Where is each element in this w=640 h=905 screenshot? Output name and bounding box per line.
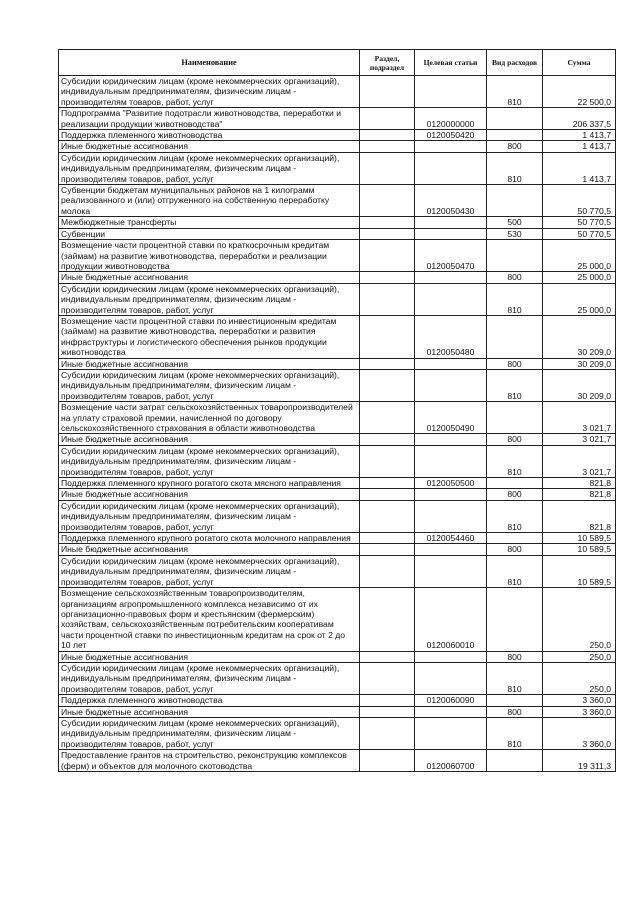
- row-name: Поддержка племенного крупного рогатого скота мясного направления: [59, 478, 360, 489]
- row-sum: 250,0: [543, 662, 616, 694]
- table-row: [59, 489, 616, 500]
- row-section: [360, 152, 415, 184]
- row-name: Иные бюджетные ассигнования: [59, 651, 360, 662]
- budget-table: [58, 49, 616, 772]
- row-section: [360, 141, 415, 152]
- row-target: 0120060090: [415, 695, 487, 706]
- row-name: Субсидии юридическим лицам (кроме некоммерческих организаций), индивидуальным предпринимателям, физическим лицам - производителям товаров, работ, услуг: [59, 717, 360, 749]
- table-row: [59, 369, 616, 401]
- row-name: Поддержка племенного крупного рогатого скота молочного направления: [59, 533, 360, 544]
- row-name: Иные бюджетные ассигнования: [59, 489, 360, 500]
- row-sum: 250,0: [543, 588, 616, 651]
- row-section: [360, 434, 415, 445]
- row-name: Субвенции бюджетам муниципальных районов на 1 килограмм реализованного и (или) отгруженного на собственную переработку молока: [59, 185, 360, 217]
- row-target: [415, 555, 487, 587]
- row-sum: 3 021,7: [543, 402, 616, 434]
- row-kind: 810: [487, 283, 543, 315]
- row-target: [415, 358, 487, 369]
- row-sum: 25 000,0: [543, 272, 616, 283]
- row-target: [415, 500, 487, 532]
- row-kind: [487, 108, 543, 130]
- row-target: [415, 283, 487, 315]
- row-name: Иные бюджетные ассигнования: [59, 544, 360, 555]
- row-target: [415, 489, 487, 500]
- row-name: Субсидии юридическим лицам (кроме некоммерческих организаций), индивидуальным предпринимателям, физическим лицам - производителям товаров, работ, услуг: [59, 369, 360, 401]
- table-row: [59, 651, 616, 662]
- row-kind: [487, 130, 543, 141]
- table-header-row: [59, 50, 616, 76]
- table-row: [59, 402, 616, 434]
- row-sum: 22 500,0: [543, 76, 616, 108]
- table-row: [59, 283, 616, 315]
- row-target: 0120050500: [415, 478, 487, 489]
- row-section: [360, 662, 415, 694]
- header-target: Целевая статьи: [415, 50, 487, 76]
- row-section: [360, 706, 415, 717]
- row-sum: 1 413,7: [543, 130, 616, 141]
- row-section: [360, 358, 415, 369]
- row-sum: 50 770,5: [543, 217, 616, 228]
- row-kind: 800: [487, 544, 543, 555]
- row-kind: 810: [487, 76, 543, 108]
- table-row: [59, 228, 616, 239]
- row-target: [415, 445, 487, 477]
- row-target: [415, 217, 487, 228]
- row-name: Возмещение части процентной ставки по краткосрочным кредитам (займам) на развитие животноводства, переработки и реализации продукции животноводства: [59, 240, 360, 272]
- row-name: Иные бюджетные ассигнования: [59, 141, 360, 152]
- row-sum: 30 209,0: [543, 315, 616, 358]
- row-target: 0120060700: [415, 750, 487, 772]
- row-sum: 10 589,5: [543, 544, 616, 555]
- row-name: Возмещение сельскохозяйственным товаропроизводителям, организациям агропромышленного комплекса независимо от их организационно-правовых форм и крестьянским (фермерским) хозяйствам, сельскохозяйственным потребительским кооперативам части процентной ставки по инвестиционным кредитам на срок от 2 до 10 лет: [59, 588, 360, 651]
- row-section: [360, 533, 415, 544]
- table-row: [59, 185, 616, 217]
- row-kind: 530: [487, 228, 543, 239]
- row-section: [360, 445, 415, 477]
- row-section: [360, 76, 415, 108]
- row-section: [360, 651, 415, 662]
- row-kind: 810: [487, 555, 543, 587]
- row-name: Иные бюджетные ассигнования: [59, 358, 360, 369]
- row-target: 0120050480: [415, 315, 487, 358]
- row-section: [360, 588, 415, 651]
- row-sum: 206 337,5: [543, 108, 616, 130]
- row-section: [360, 717, 415, 749]
- row-name: Субсидии юридическим лицам (кроме некоммерческих организаций), индивидуальным предпринимателям, физическим лицам - производителям товаров, работ, услуг: [59, 500, 360, 532]
- table-row: [59, 272, 616, 283]
- row-name: Предоставление грантов на строительство, реконструкцию комплексов (ферм) и объектов для молочного скотоводства: [59, 750, 360, 772]
- row-section: [360, 544, 415, 555]
- row-name: Субвенции: [59, 228, 360, 239]
- row-name: Подпрограмма "Развитие подотрасли животноводства, переработки и реализации продукции животноводства": [59, 108, 360, 130]
- row-name: Межбюджетные трансферты: [59, 217, 360, 228]
- row-target: [415, 717, 487, 749]
- row-sum: 821,8: [543, 489, 616, 500]
- row-name: Субсидии юридическим лицам (кроме некоммерческих организаций), индивидуальным предпринимателям, физическим лицам - производителям товаров, работ, услуг: [59, 152, 360, 184]
- row-kind: 810: [487, 717, 543, 749]
- row-sum: 821,8: [543, 500, 616, 532]
- table-row: [59, 478, 616, 489]
- table-row: [59, 240, 616, 272]
- row-kind: 810: [487, 500, 543, 532]
- row-section: [360, 750, 415, 772]
- row-kind: 800: [487, 434, 543, 445]
- row-target: [415, 651, 487, 662]
- row-target: [415, 544, 487, 555]
- row-sum: 3 021,7: [543, 434, 616, 445]
- row-section: [360, 369, 415, 401]
- table-row: [59, 108, 616, 130]
- row-target: [415, 76, 487, 108]
- row-kind: [487, 533, 543, 544]
- row-section: [360, 555, 415, 587]
- table-row: [59, 152, 616, 184]
- row-target: 0120050470: [415, 240, 487, 272]
- row-name: Возмещение части процентной ставки по инвестиционным кредитам (займам) на развитие животноводства, переработки и развития инфраструктуры и логистического обеспечения рынков продукции животноводства: [59, 315, 360, 358]
- table-row: [59, 141, 616, 152]
- table-row: [59, 662, 616, 694]
- row-kind: 800: [487, 706, 543, 717]
- row-sum: 30 209,0: [543, 369, 616, 401]
- row-section: [360, 185, 415, 217]
- row-section: [360, 315, 415, 358]
- row-kind: 500: [487, 217, 543, 228]
- row-name: Иные бюджетные ассигнования: [59, 272, 360, 283]
- row-target: 0120050490: [415, 402, 487, 434]
- row-kind: [487, 402, 543, 434]
- row-kind: 810: [487, 152, 543, 184]
- row-name: Субсидии юридическим лицам (кроме некоммерческих организаций), индивидуальным предпринимателям, физическим лицам - производителям товаров, работ, услуг: [59, 76, 360, 108]
- row-section: [360, 272, 415, 283]
- row-kind: 810: [487, 445, 543, 477]
- row-target: [415, 152, 487, 184]
- table-row: [59, 217, 616, 228]
- row-target: [415, 272, 487, 283]
- row-section: [360, 402, 415, 434]
- row-target: [415, 369, 487, 401]
- table-row: [59, 706, 616, 717]
- row-name: Возмещение части затрат сельскохозяйственных товаропроизводителей на уплату страховой премии, начисленной по договору сельскохозяйственного страхования в области животноводства: [59, 402, 360, 434]
- row-target: 0120000000: [415, 108, 487, 130]
- row-kind: [487, 478, 543, 489]
- row-kind: 810: [487, 369, 543, 401]
- row-sum: 25 000,0: [543, 240, 616, 272]
- row-kind: [487, 240, 543, 272]
- row-sum: 25 000,0: [543, 283, 616, 315]
- row-section: [360, 489, 415, 500]
- row-sum: 19 311,3: [543, 750, 616, 772]
- row-sum: 821,8: [543, 478, 616, 489]
- row-sum: 3 360,0: [543, 695, 616, 706]
- table-row: [59, 750, 616, 772]
- row-sum: 30 209,0: [543, 358, 616, 369]
- row-target: [415, 141, 487, 152]
- row-section: [360, 500, 415, 532]
- table-row: [59, 533, 616, 544]
- table-row: [59, 695, 616, 706]
- table-row: [59, 315, 616, 358]
- row-sum: 10 589,5: [543, 533, 616, 544]
- row-sum: 1 413,7: [543, 152, 616, 184]
- row-name: Иные бюджетные ассигнования: [59, 706, 360, 717]
- row-name: Поддержка племенного животноводства: [59, 695, 360, 706]
- row-sum: 3 360,0: [543, 706, 616, 717]
- row-target: [415, 228, 487, 239]
- table-row: [59, 434, 616, 445]
- budget-table-page: [58, 49, 616, 772]
- row-sum: 3 021,7: [543, 445, 616, 477]
- row-section: [360, 478, 415, 489]
- row-sum: 50 770,5: [543, 228, 616, 239]
- table-row: [59, 358, 616, 369]
- row-target: [415, 662, 487, 694]
- row-section: [360, 240, 415, 272]
- row-name: Субсидии юридическим лицам (кроме некоммерческих организаций), индивидуальным предпринимателям, физическим лицам - производителям товаров, работ, услуг: [59, 662, 360, 694]
- row-kind: 800: [487, 651, 543, 662]
- row-section: [360, 130, 415, 141]
- table-row: [59, 500, 616, 532]
- header-kind: Вид расходов: [487, 50, 543, 76]
- row-sum: 10 589,5: [543, 555, 616, 587]
- row-target: 0120054460: [415, 533, 487, 544]
- table-row: [59, 544, 616, 555]
- row-sum: 50 770,5: [543, 185, 616, 217]
- header-name: Наименование: [59, 50, 360, 76]
- table-row: [59, 717, 616, 749]
- row-sum: 250,0: [543, 651, 616, 662]
- row-kind: 800: [487, 489, 543, 500]
- row-kind: 810: [487, 662, 543, 694]
- row-name: Субсидии юридическим лицам (кроме некоммерческих организаций), индивидуальным предпринимателям, физическим лицам - производителям товаров, работ, услуг: [59, 283, 360, 315]
- table-row: [59, 76, 616, 108]
- row-section: [360, 108, 415, 130]
- row-name: Иные бюджетные ассигнования: [59, 434, 360, 445]
- table-row: [59, 445, 616, 477]
- header-sum: Сумма: [543, 50, 616, 76]
- row-target: 0120060010: [415, 588, 487, 651]
- table-row: [59, 588, 616, 651]
- row-section: [360, 695, 415, 706]
- row-target: [415, 434, 487, 445]
- table-row: [59, 130, 616, 141]
- row-target: [415, 706, 487, 717]
- row-name: Субсидии юридическим лицам (кроме некоммерческих организаций), индивидуальным предпринимателям, физическим лицам - производителям товаров, работ, услуг: [59, 555, 360, 587]
- row-section: [360, 228, 415, 239]
- row-name: Субсидии юридическим лицам (кроме некоммерческих организаций), индивидуальным предпринимателям, физическим лицам - производителям товаров, работ, услуг: [59, 445, 360, 477]
- row-kind: [487, 588, 543, 651]
- row-kind: [487, 185, 543, 217]
- row-sum: 3 360,0: [543, 717, 616, 749]
- row-target: 0120050430: [415, 185, 487, 217]
- row-kind: [487, 695, 543, 706]
- row-kind: 800: [487, 358, 543, 369]
- header-section: Раздел, подраздел: [360, 50, 415, 76]
- row-section: [360, 217, 415, 228]
- row-section: [360, 283, 415, 315]
- row-sum: 1 413,7: [543, 141, 616, 152]
- row-kind: 800: [487, 141, 543, 152]
- table-row: [59, 555, 616, 587]
- row-target: 0120050420: [415, 130, 487, 141]
- row-kind: 800: [487, 272, 543, 283]
- row-kind: [487, 750, 543, 772]
- row-name: Поддержка племенного животноводства: [59, 130, 360, 141]
- row-kind: [487, 315, 543, 358]
